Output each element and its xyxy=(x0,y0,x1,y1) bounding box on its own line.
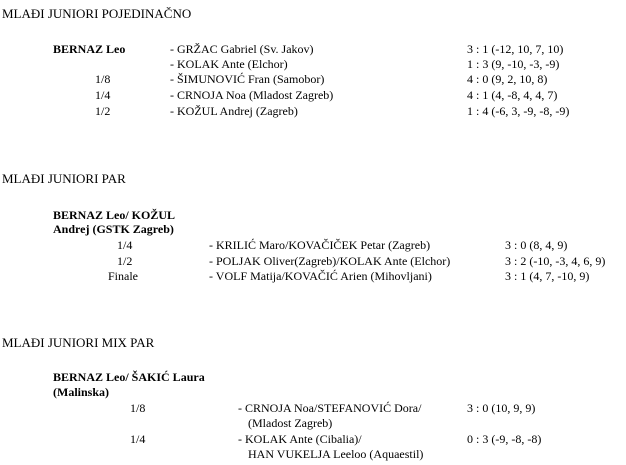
match-result: 4 : 0 (9, 2, 10, 8) xyxy=(467,72,548,86)
match-result: 1 : 4 (-6, 3, -9, -8, -9) xyxy=(467,104,570,118)
match-result: 4 : 1 (4, -8, 4, 4, 7) xyxy=(467,88,558,102)
opponent-line: HAN VUKELJA Leeloo (Aquaestil) xyxy=(248,447,424,461)
opponent: - VOLF Matija/KOVAČIĆ Arien (Mihovljani) xyxy=(209,269,432,283)
opponent-line: (Mladost Zagreb) xyxy=(248,416,333,430)
opponent: - POLJAK Oliver(Zagreb)/KOLAK Ante (Elchor) xyxy=(209,254,451,268)
section-heading-pairs: MLAĐI JUNIORI PAR xyxy=(2,171,126,186)
section-heading-mixed-pairs: MLAĐI JUNIORI MIX PAR xyxy=(2,335,155,350)
match-result: 3 : 1 (4, 7, -10, 9) xyxy=(505,269,590,283)
round-label: 1/4 xyxy=(117,238,133,252)
pair-name-line: (Malinska) xyxy=(53,385,110,399)
pair-name-line: BERNAZ Leo/ KOŽUL xyxy=(53,208,176,222)
player-name: BERNAZ Leo xyxy=(53,42,126,56)
match-result: 1 : 3 (9, -10, -3, -9) xyxy=(467,57,560,71)
round-label: 1/2 xyxy=(95,104,111,118)
opponent: - CRNOJA Noa (Mladost Zagreb) xyxy=(170,88,334,102)
opponent: - ŠIMUNOVIĆ Fran (Samobor) xyxy=(170,72,325,86)
opponent: - KOLAK Ante (Elchor) xyxy=(170,57,288,71)
round-label: 1/4 xyxy=(95,88,111,102)
match-result: 3 : 0 (8, 4, 9) xyxy=(505,238,568,252)
round-label: Finale xyxy=(108,269,138,283)
opponent-line: - CRNOJA Noa/STEFANOVIĆ Dora/ xyxy=(238,401,422,415)
match-result: 3 : 2 (-10, -3, 4, 6, 9) xyxy=(505,254,606,268)
round-label: 1/2 xyxy=(117,254,133,268)
round-label: 1/8 xyxy=(130,401,146,415)
match-result: 3 : 1 (-12, 10, 7, 10) xyxy=(467,42,564,56)
pair-name-line: Andrej (GSTK Zagreb) xyxy=(53,222,174,236)
section-heading-singles: MLAĐI JUNIORI POJEDINAČNO xyxy=(2,6,192,21)
opponent: - KRILIĆ Maro/KOVAČIČEK Petar (Zagreb) xyxy=(209,238,431,252)
match-result: 3 : 0 (10, 9, 9) xyxy=(467,401,536,415)
round-label: 1/4 xyxy=(130,432,146,446)
opponent-line: - KOLAK Ante (Cibalia)/ xyxy=(238,432,362,446)
match-result: 0 : 3 (-9, -8, -8) xyxy=(467,432,542,446)
opponent: - KOŽUL Andrej (Zagreb) xyxy=(170,104,298,118)
pair-name-line: BERNAZ Leo/ ŠAKIĆ Laura xyxy=(53,370,205,384)
round-label: 1/8 xyxy=(95,72,111,86)
opponent: - GRŽAC Gabriel (Sv. Jakov) xyxy=(170,42,314,56)
